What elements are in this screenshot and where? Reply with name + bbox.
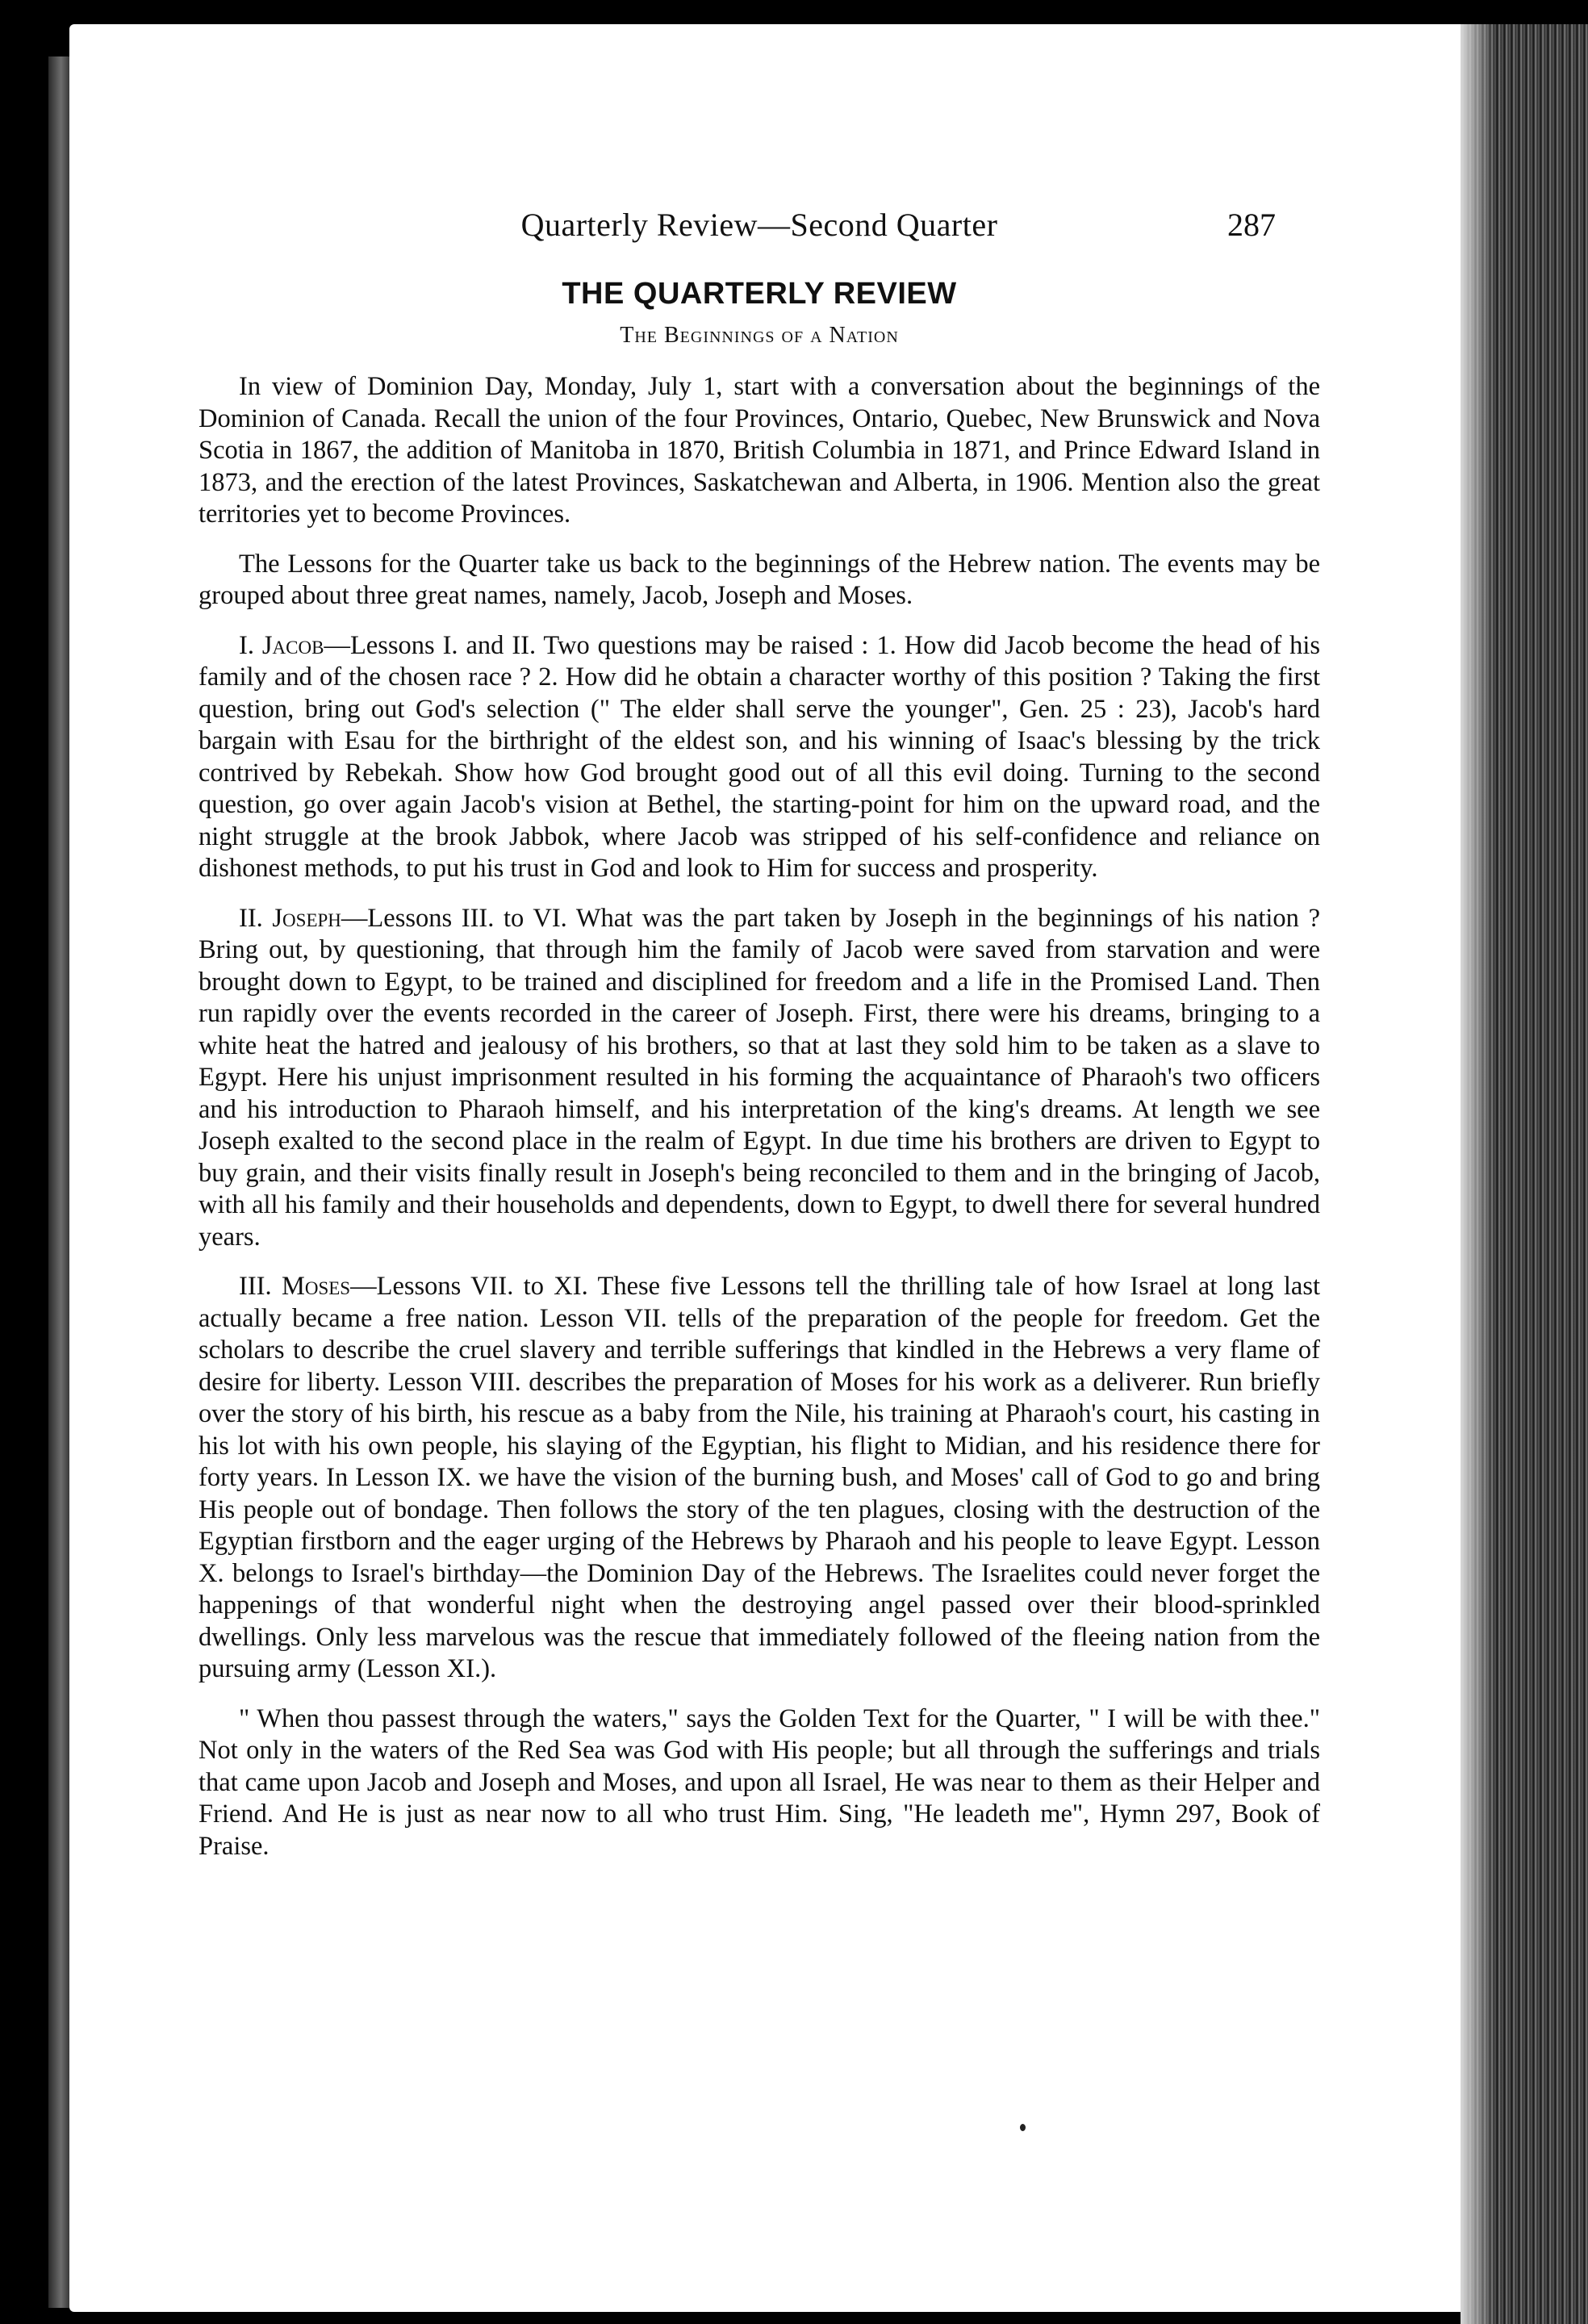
article-subtitle: The Beginnings of a Nation [620,323,899,348]
paragraph-dominion-day [198,371,1320,531]
paragraph-lessons-intro [198,549,1320,612]
page-stack-shade [1461,24,1493,2324]
paragraph-joseph [198,903,1320,1254]
running-title: Quarterly Review—Second Quarter [520,207,998,243]
paragraph-golden-text [198,1703,1320,1863]
article-title: THE QUARTERLY REVIEW [562,277,957,311]
paragraph-text: " When thou passest through the waters," says the Golden Text for the Quarter, " I will be with thee." Not only in the waters of the Red Sea was God with His people; but all through the sufferings and trials that came upon Jacob and Joseph and Moses, and upon all Israel, He was near to them as their Helper and Friend. And He is just as near now to all who trust Him. Sing, "He leadeth me", Hymn 297, Book of Praise. [198,1703,1320,1861]
ink-speck [1020,2124,1026,2131]
paragraph-text: —Lessons VII. to XI. These five Lessons tell the thrilling tale of how Israel at long last actually became a free nation. Lesson VII. tells of the preparation of the people for freedom. Get the scholars to describe the cruel slavery and terrible sufferings that kindled in the Hebrews a very flame of desire for liberty. Lesson VIII. describes the preparation of Moses for his work as a deliverer. Run briefly over the story of his birth, his rescue as a baby from the Nile, his training at Pharaoh's court, his casting in his lot with his own people, his slaying of the Egyptian, his flight to Midian, and his residence there for forty years. In Lesson IX. we have the vision of the burning bush, and Moses' call of God to go and bring His people out of bondage. Then follows the story of the ten plagues, closing with the destruction of the Egyptian firstborn and the eager urging of the Hebrews by Pharaoh and his people to leave Egypt. Lesson X. belongs to Israel's birthday—the Dominion Day of the Hebrews. The Israelites could never forget the happenings of that wonderful night when the destroying angel passed over their blood-sprinkled dwellings. Only less marvelous was the rescue that immediately followed of the fleeing nation from the pursuing army (Lesson XI.). [198,1272,1321,1683]
paragraph-text: The Lessons for the Quarter take us back to the beginnings of the Hebrew nation. The events may be grouped about three great names, namely, Jacob, Joseph and Moses. [198,549,1320,610]
previous-page-edge [48,56,69,2308]
page-content [198,206,1320,1880]
paragraph-text: —Lessons III. to VI. What was the part taken by Joseph in the beginnings of his nation ? Bring out, by questioning, that through him the family of Jacob were saved from starvation and were brought down to Egypt, to be trained and disciplined for freedom and a life in the Promised Land. Then run rapidly over the events recorded in the career of Joseph. First, there were his dreams, bringing to a white heat the hatred and jealousy of his brothers, so that at last they sold him to be taken as a slave to Egypt. Here his unjust imprisonment resulted in his forming the acquaintance of Pharaoh's two officers and his introduction to Pharaoh himself, and his interpretation of the king's dreams. At length we see Joseph exalted to the second place in the realm of Egypt. In due time his brothers are driven to Egypt to buy grain, and their visits finally result in Joseph's being reconciled to them and in the bringing of Jacob, with all his family and their households and dependents, down to Egypt, to dwell there for several hundred years. [198,903,1320,1252]
section-lead-jacob: I. Jacob [239,630,324,660]
paragraph-jacob [198,630,1320,885]
running-head [198,206,1320,254]
paragraph-moses [198,1271,1320,1686]
section-lead-joseph: II. Joseph [239,903,341,933]
section-lead-moses: III. Moses [239,1272,351,1301]
page-number: 287 [1227,207,1276,243]
paragraph-text: In view of Dominion Day, Monday, July 1, start with a conversation about the beginnings of the Dominion of Canada. Recall the union of the four Provinces, Ontario, Quebec, New Brunswick and Nova Scotia in 1867, the addition of Manitoba in 1870, British Columbia in 1871, and Prince Edward Island in 1873, and the erection of the latest Provinces, Saskatchewan and Alberta, in 1906. Mention also the great territories yet to become Provinces. [198,372,1320,529]
paragraph-text: —Lessons I. and II. Two questions may be raised : 1. How did Jacob become the head of his family and of the chosen race ? 2. How did he obtain a character worthy of this position ? Taking the first question, bring out God's selection (" The elder shall serve the younger", Gen. 25 : 23), Jacob's hard bargain with Esau for the birthright of the eldest son, and his winning of Isaac's blessing by the trick contrived by Rebekah. Show how God brought good out of all this evil doing. Turning to the second question, go over again Jacob's vision at Bethel, the starting-point for him on the upward road, and the night struggle at the brook Jabbok, where Jacob was stripped of his self-confidence and reliance on dishonest methods, to put his trust in God and look to Him for success and prosperity. [198,630,1321,883]
